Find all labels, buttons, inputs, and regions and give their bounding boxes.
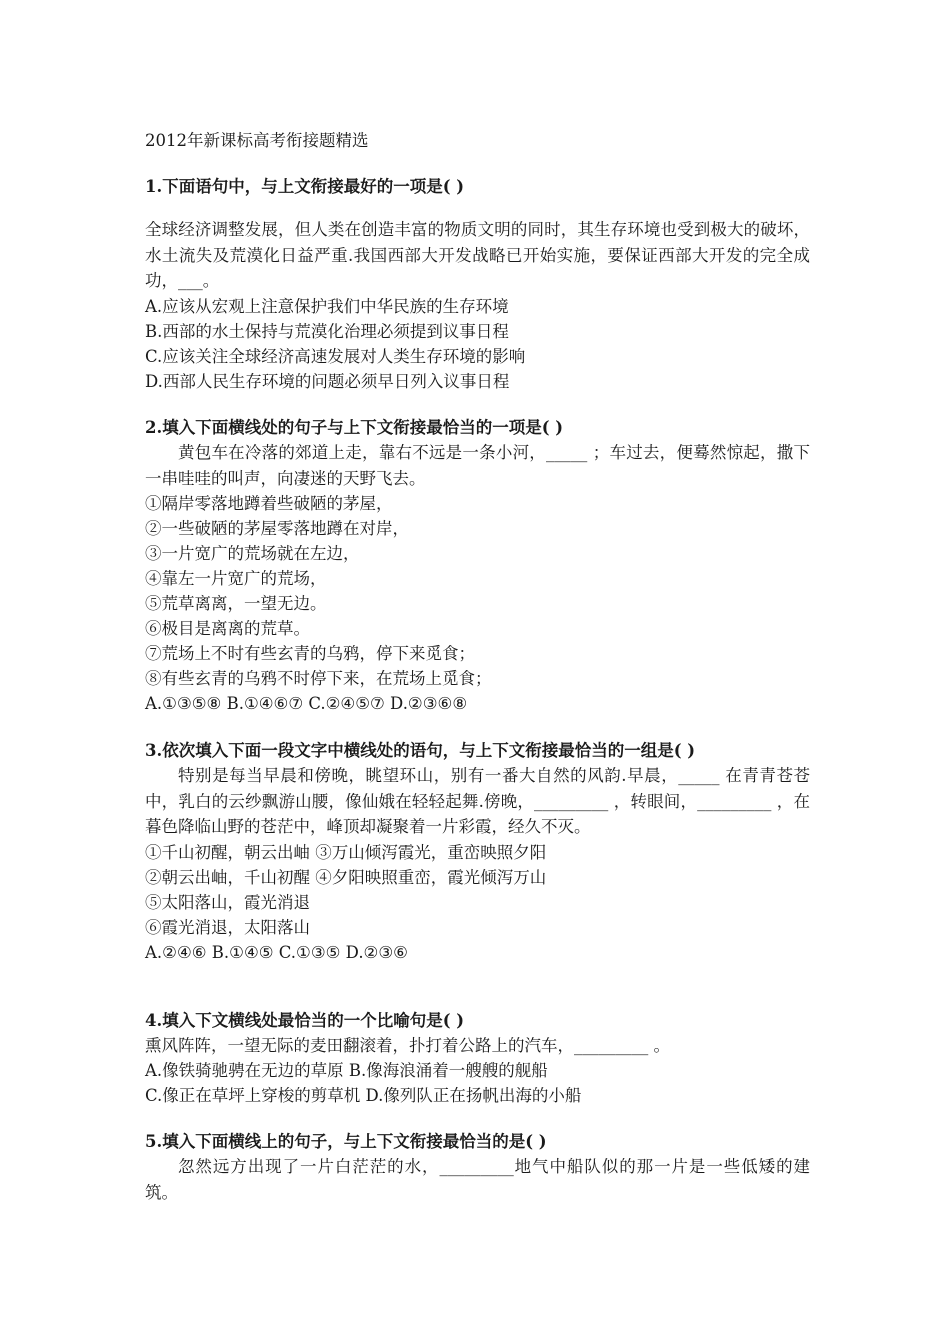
option-line: ⑧有些玄青的乌鸦不时停下来，在荒场上觅食； <box>145 669 492 688</box>
question-title: 1.下面语句中，与上文衔接最好的一项是( ) <box>145 177 465 196</box>
question-passage: 黄包车在冷落的郊道上走，靠右不远是一条小河，_____ ；车过去，便蓦然惊起，撒下一串哇哇的叫声，向凄迷的天野飞去。 <box>145 443 810 488</box>
option-line: ⑥霞光消退，太阳落山 <box>145 917 310 937</box>
option-line: ⑦荒场上不时有些玄青的乌鸦，停下来觅食； <box>145 644 475 663</box>
option-line: B.西部的水土保持与荒漠化治理必须提到议事日程 <box>145 321 509 341</box>
answer-choices: A.①③⑤⑧ B.①④⑥⑦ C.②④⑤⑦ D.②③⑥⑧ <box>145 694 468 713</box>
question-passage: 全球经济调整发展，但人类在创造丰富的物质文明的同时，其生存环境也受到极大的破坏，水土流失及荒漠化日益严重.我国西部大开发战略已开始实施，要保证西部大开发的完全成功，___。 <box>145 220 810 290</box>
option-line: ⑤荒草离离，一望无边。 <box>145 594 327 613</box>
option-line: ④靠左一片宽广的荒场， <box>145 569 327 588</box>
option-line: C.像正在草坪上穿梭的剪草机 D.像列队正在扬帆出海的小船 <box>145 1086 582 1105</box>
question-2 <box>145 415 810 716</box>
question-title: 4.填入下文横线处最恰当的一个比喻句是( ) <box>145 1011 465 1030</box>
question-4 <box>145 1008 810 1108</box>
option-line: A.应该从宏观上注意保护我们中华民族的生存环境 <box>145 296 509 316</box>
question-title: 3.依次填入下面一段文字中横线处的语句，与上下文衔接最恰当的一组是( ) <box>145 741 696 760</box>
question-5 <box>145 1129 810 1205</box>
question-1 <box>145 174 810 199</box>
option-line: ①隔岸零落地蹲着些破陋的茅屋， <box>145 494 393 513</box>
option-line: C.应该关注全球经济高速发展对人类生存环境的影响 <box>145 346 526 366</box>
question-1-body <box>145 217 810 394</box>
question-3 <box>145 738 810 965</box>
option-line: D.西部人民生存环境的问题必须早日列入议事日程 <box>145 371 510 391</box>
option-line: ③一片宽广的荒场就在左边， <box>145 544 360 563</box>
option-line: ⑤太阳落山，霞光消退 <box>145 892 310 912</box>
question-title: 2.填入下面横线处的句子与上下文衔接最恰当的一项是( ) <box>145 418 564 437</box>
option-line: ②朝云出岫，千山初醒 ④夕阳映照重峦，霞光倾泻万山 <box>145 867 547 887</box>
option-line: A.像铁骑驰骋在无边的草原 B.像海浪涌着一艘艘的舰船 <box>145 1061 548 1080</box>
question-passage: 熏风阵阵，一望无际的麦田翻滚着，扑打着公路上的汽车，_________ 。 <box>145 1036 670 1055</box>
option-line: ①千山初醒，朝云出岫 ③万山倾泻霞光，重峦映照夕阳 <box>145 842 547 862</box>
question-title: 5.填入下面横线上的句子，与上下文衔接最恰当的是( ) <box>145 1132 547 1151</box>
question-passage: 忽然远方出现了一片白茫茫的水，_________地气中船队似的那一片是一些低矮的建筑。 <box>145 1157 810 1202</box>
option-line: ②一些破陋的茅屋零落地蹲在对岸， <box>145 519 409 538</box>
answer-choices: A.②④⑥ B.①④⑤ C.①③⑤ D.②③⑥ <box>145 942 408 962</box>
option-line: ⑥极目是离离的荒草。 <box>145 619 310 638</box>
document-title: 2012年新课标高考衔接题精选 <box>145 131 369 150</box>
question-passage: 特别是每当早晨和傍晚，眺望环山，别有一番大自然的风韵.早晨，_____ 在青青苍苍中，乳白的云纱飘游山腰，像仙娥在轻轻起舞.傍晚，_________ ，转眼间，_________ ，在暮色降临山野的苍茫中，峰顶却凝聚着一片彩霞，经久不灭。 <box>145 766 810 836</box>
